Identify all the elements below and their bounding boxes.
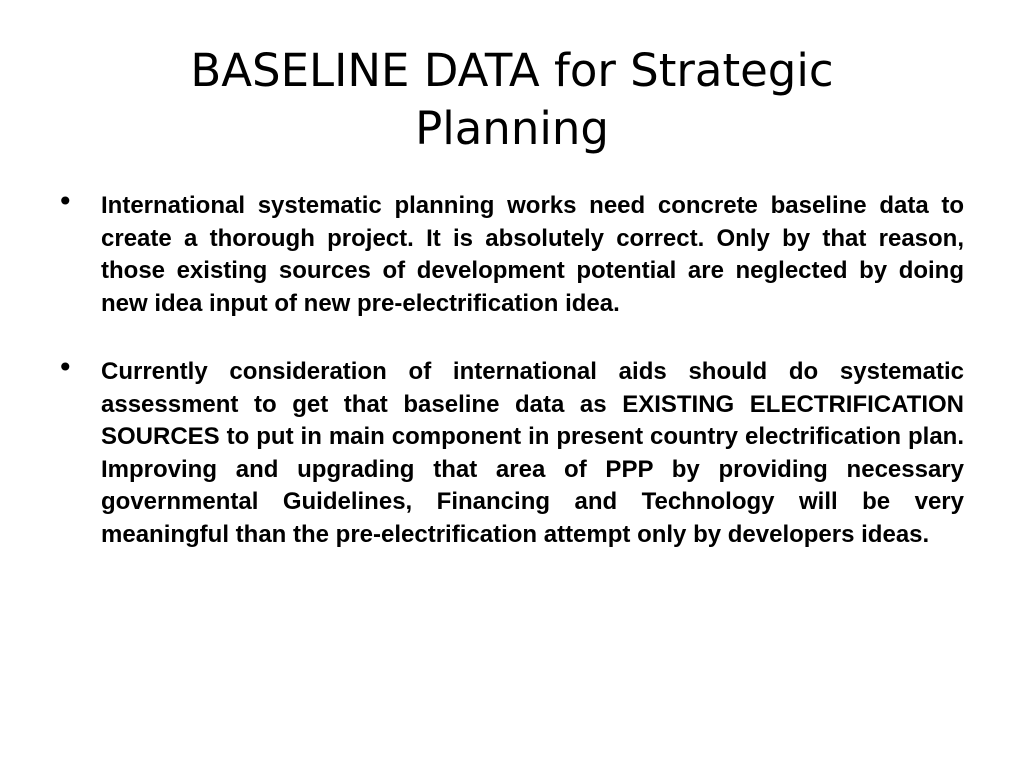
bullet-text: Currently consideration of international aids should do systematic assessment to get that baseline data as EXISTING ELECTRIFICATION SOURCES to put in main component in present country electrification plan. Improving and upgrading that area of PPP by providing necessary governmental Guidelines, Financing and Technology will be very meaningful than the pre-electrification attempt only by developers ideas.: [101, 358, 964, 548]
slide-title: BASELINE DATA for Strategic Planning: [190, 44, 834, 155]
bullet-icon: •: [57, 185, 74, 218]
bullet-text: International systematic planning works need concrete baseline data to create a thorough project. It is absolutely correct. Only by that reason, those existing sources of development potential are neglected by doing new idea input of new pre-electrification idea.: [101, 192, 964, 317]
bullet-item: [54, 185, 964, 320]
bullet-item: [54, 351, 964, 551]
bullet-list: [54, 185, 964, 587]
bullet-icon: •: [57, 351, 74, 384]
